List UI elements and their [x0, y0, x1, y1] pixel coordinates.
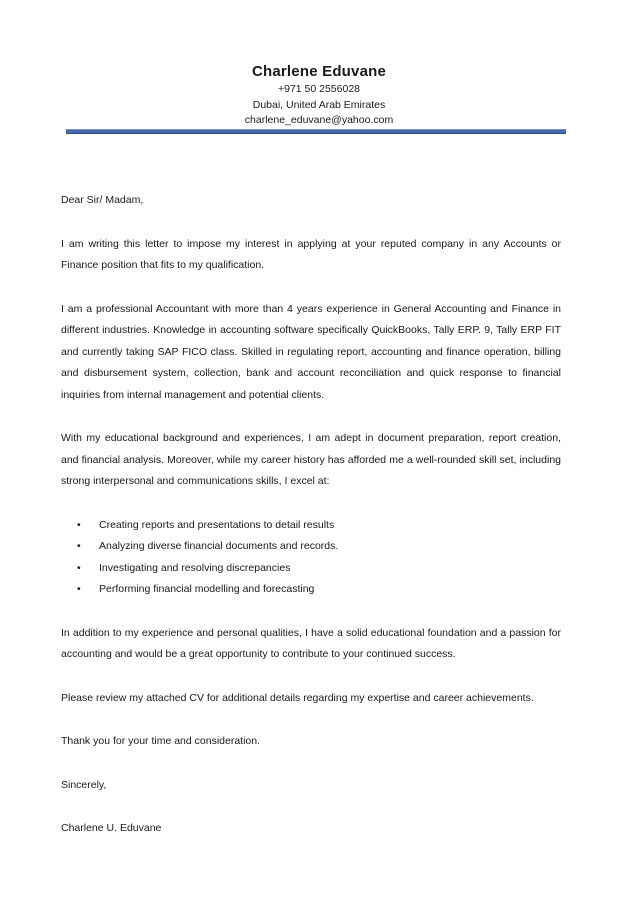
paragraph-experience: I am a professional Accountant with more than 4 years experience in General Accounting and Finance in different industries. Knowledge in accounting software specifically QuickBooks, Tally ERP. 9, Tally ERP FIT and currently taking SAP FICO class. Skilled in regulating report, accounting and finance operation, billing and disbursement system, collection, bank and account reconciliation and quick response to financial inquiries from internal management and potential clients.: [61, 302, 561, 401]
list-item-text: Analyzing diverse financial documents and records.: [99, 540, 339, 552]
list-item-text: Investigating and resolving discrepancies: [99, 561, 291, 574]
letter-header: [0, 62, 638, 129]
bullet-icon: •: [77, 518, 81, 531]
header-divider: [66, 129, 566, 134]
paragraph-cv-reference: Please review my attached CV for additional details regarding my expertise and career achievements.: [61, 691, 534, 704]
list-item: [61, 536, 561, 558]
list-item: [61, 558, 561, 580]
paragraph-thanks: Thank you for your time and consideration.: [61, 735, 261, 747]
skills-list: [61, 515, 561, 601]
paragraph-intro: I am writing this letter to impose my interest in applying at your reputed company in any Accounts or Finance position that fits to my qualification.: [61, 237, 561, 271]
list-item: [61, 515, 561, 537]
paragraph-foundation: In addition to my experience and personal qualities, I have a solid educational foundation and a passion for accounting and would be a great opportunity to contribute to your continued success.: [61, 626, 561, 660]
phone-number: +971 50 2556028: [277, 83, 361, 95]
bullet-icon: •: [77, 583, 81, 595]
list-item-text: Creating reports and presentations to detail results: [99, 518, 335, 531]
letter-body: [61, 190, 561, 862]
signature: Charlene U. Eduvane: [61, 822, 162, 834]
paragraph-skills: With my educational background and experiences, I am adept in document preparation, report creation, and financial analysis. Moreover, while my career history has afforded me a well-rounded skill set, including strong interpersonal and communications skills, I excel at:: [61, 432, 561, 487]
list-item: [61, 579, 561, 601]
bullet-icon: •: [77, 561, 81, 574]
salutation: Dear Sir/ Madam,: [61, 194, 144, 206]
closing: Sincerely,: [61, 778, 107, 791]
applicant-name: Charlene Eduvane: [251, 63, 387, 80]
email-address: charlene_eduvane@yahoo.com: [244, 114, 394, 126]
bullet-icon: •: [77, 540, 81, 552]
list-item-text: Performing financial modelling and forecasting: [99, 583, 315, 595]
location: Dubai, United Arab Emirates: [252, 98, 386, 111]
